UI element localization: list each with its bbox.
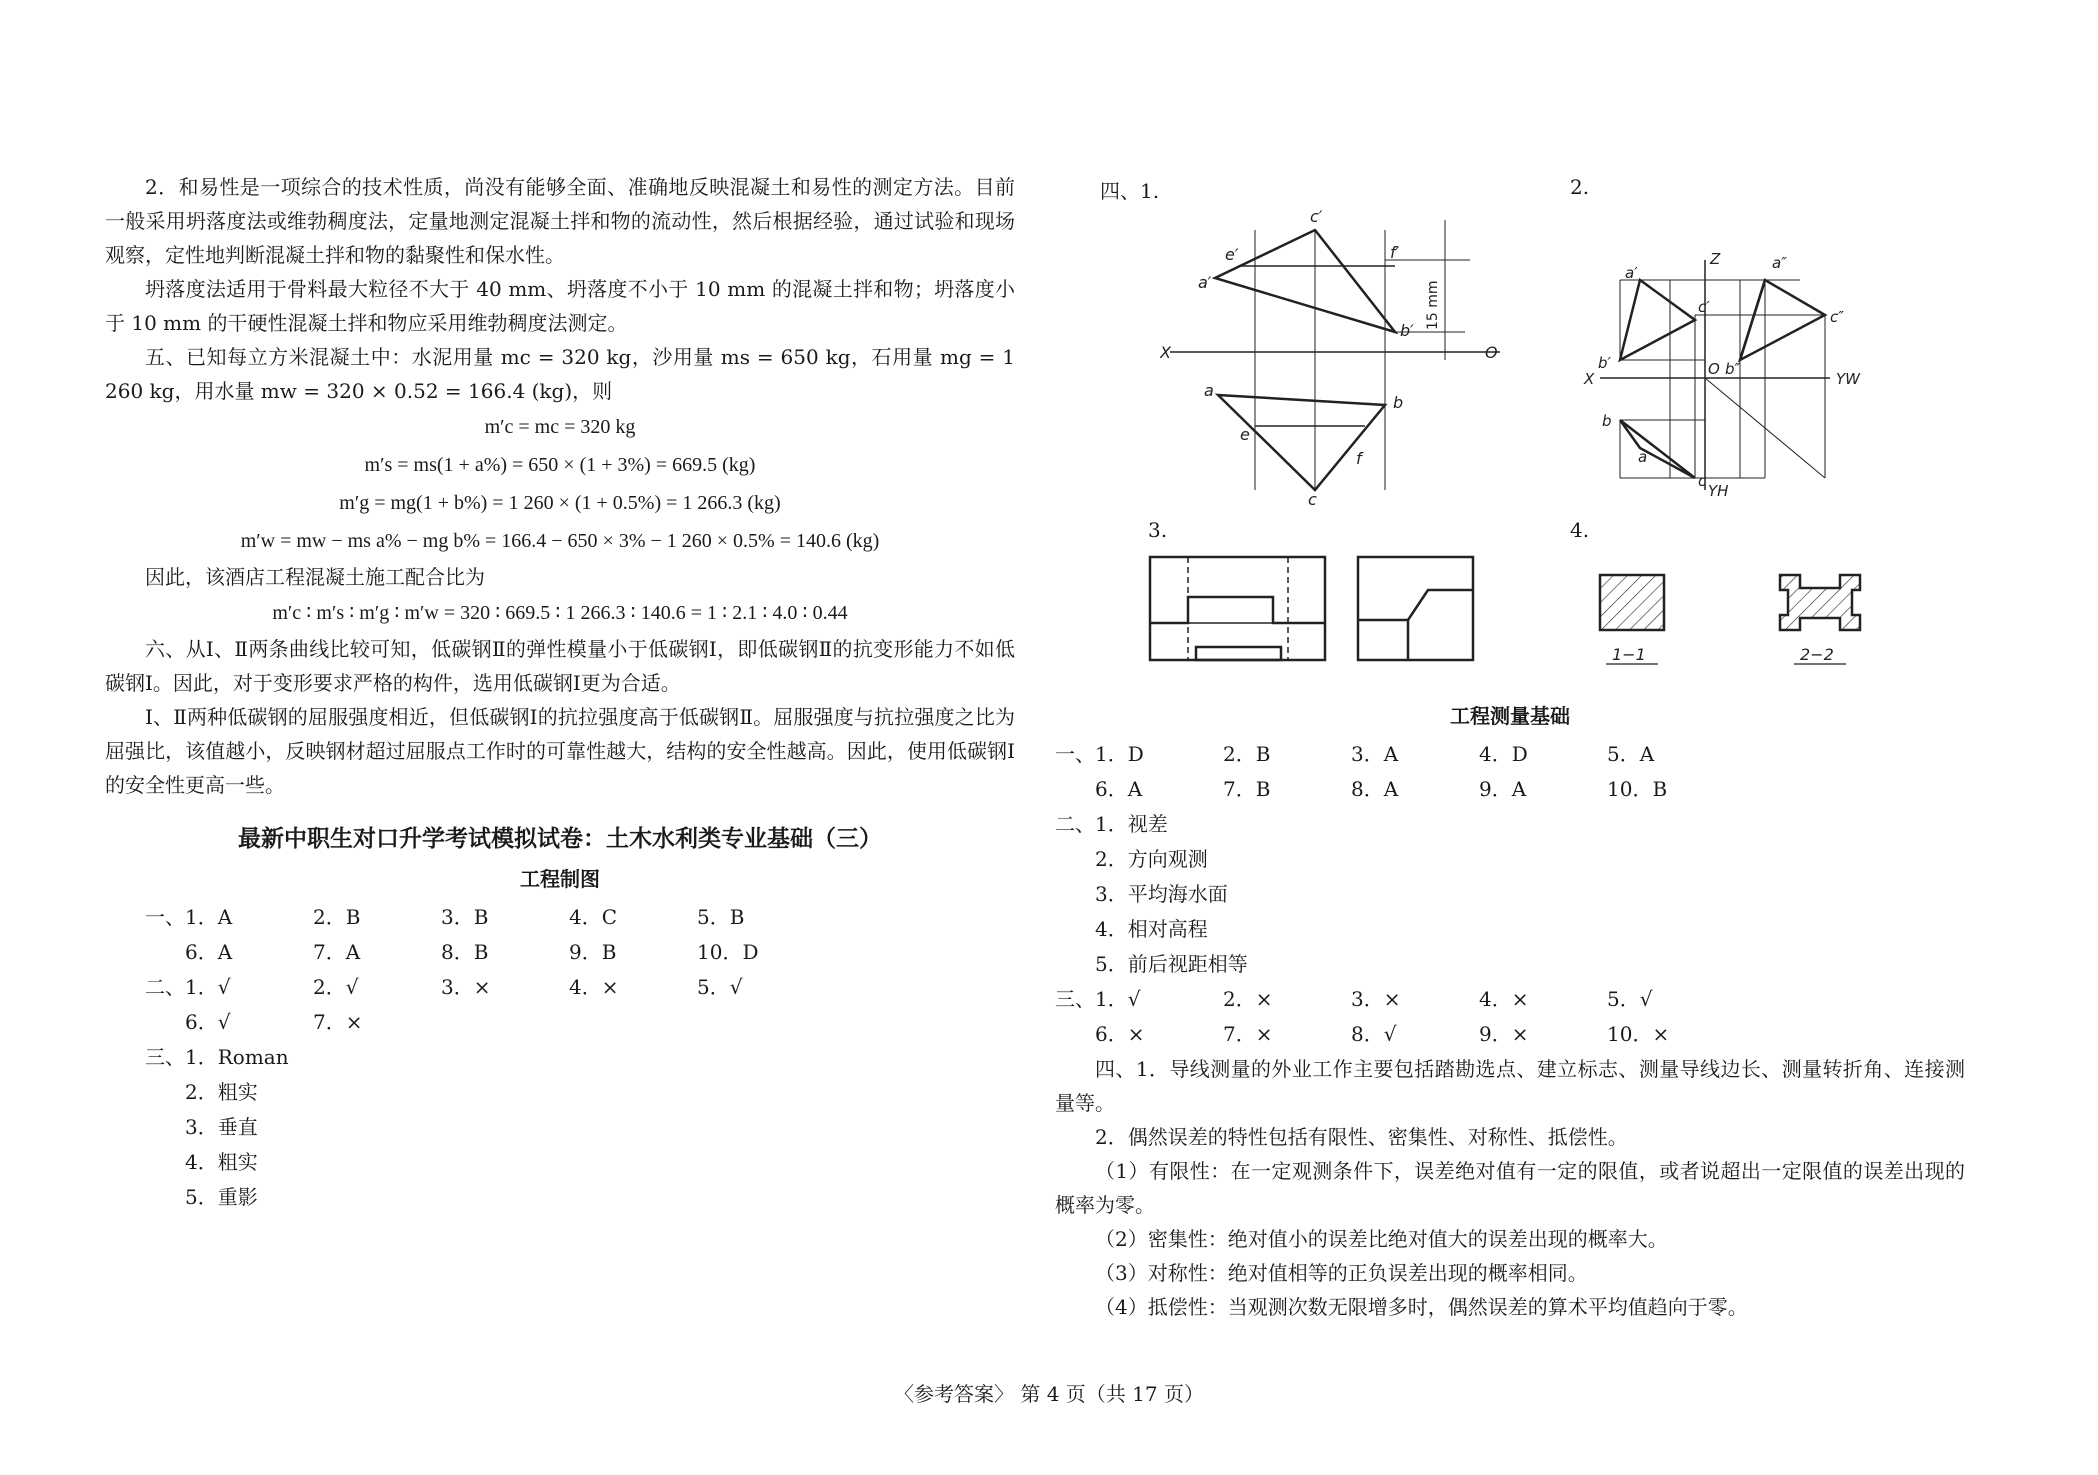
top-view-triangle bbox=[1620, 420, 1695, 478]
figure-2-label: 2. bbox=[1570, 175, 1590, 199]
section-lead: 一、 bbox=[145, 905, 185, 929]
figure-1-projection bbox=[1160, 200, 1520, 510]
label-e: e bbox=[1240, 425, 1250, 444]
answer-cell: 3．A bbox=[1351, 742, 1399, 766]
label-b-double-prime: b″ bbox=[1725, 360, 1741, 378]
formula-cement: m′c = mc = 320 kg bbox=[484, 416, 636, 438]
list-item: 三、1．Roman bbox=[145, 1045, 289, 1069]
section-lead: 三、 bbox=[1055, 987, 1095, 1011]
paragraph-yield-ratio: Ⅰ、Ⅱ两种低碳钢的屈服强度相近，但低碳钢Ⅰ的抗拉强度高于低碳钢Ⅱ。屈服强度与抗拉强度之比为屈强比，该值越小，反映钢材超过屈服点工作时的可靠性越大，结构的安全性越高。因此，使用低碳钢Ⅰ的安全性更高一些。 bbox=[105, 705, 1015, 797]
answer-cell: 4．D bbox=[1479, 742, 1528, 766]
spacer bbox=[145, 1005, 185, 1040]
answer-row bbox=[145, 970, 1015, 1005]
answers-surveying-section-3 bbox=[1055, 982, 1965, 1052]
label-a: a bbox=[1638, 448, 1648, 466]
formula-water: m′w = mw − ms a% − mg b% = 166.4 − 650 × 3% − 1 260 × 0.5% = 140.6 (kg) bbox=[240, 530, 880, 552]
answer-cell: 4．× bbox=[569, 975, 619, 999]
label-x: X bbox=[1160, 343, 1171, 362]
answer-cell: 5．A bbox=[1607, 742, 1655, 766]
label-c-prime: c′ bbox=[1310, 207, 1323, 226]
answer-cell: 7．A bbox=[313, 940, 361, 964]
list-item: 2．方向观测 bbox=[1095, 847, 1208, 871]
list-item: 5．重影 bbox=[185, 1185, 258, 1209]
figure-2-three-views bbox=[1580, 250, 1880, 500]
front-view-triangle bbox=[1215, 230, 1395, 332]
answer-row bbox=[145, 935, 1015, 970]
label-c-prime: c′ bbox=[1698, 298, 1710, 316]
label-f: f bbox=[1356, 449, 1362, 468]
answer-cell: 9．B bbox=[569, 940, 617, 964]
paragraph-symmetry: （3）对称性：绝对值相等的正负误差出现的概率相同。 bbox=[1095, 1261, 1588, 1285]
answer-cell: 1．D bbox=[1095, 742, 1144, 766]
paragraph-concentration: （2）密集性：绝对值小的误差比绝对值大的误差出现的概率大。 bbox=[1095, 1227, 1668, 1251]
answer-cell: 6．√ bbox=[185, 1010, 231, 1034]
label-a-prime: a′ bbox=[1198, 273, 1212, 292]
formula-gravel: m′g = mg(1 + b%) = 1 260 × (1 + 0.5%) = 1 266.3 (kg) bbox=[339, 492, 781, 514]
answer-cell: 3．× bbox=[1351, 987, 1401, 1011]
label-a-prime: a′ bbox=[1625, 264, 1638, 282]
list-item: 5．前后视距相等 bbox=[1095, 952, 1248, 976]
label-o: O bbox=[1485, 343, 1498, 362]
answers-surveying-section-2 bbox=[1055, 807, 1965, 982]
paragraph-mix-ratio-intro: 因此，该酒店工程混凝土施工配合比为 bbox=[145, 565, 485, 589]
answer-cell: 9．A bbox=[1479, 777, 1527, 801]
answer-row bbox=[145, 1005, 1015, 1040]
list-item: 2．粗实 bbox=[185, 1080, 258, 1104]
label-z: Z bbox=[1710, 250, 1721, 268]
formula-mix-ratio: m′c ∶ m′s ∶ m′g ∶ m′w = 320 ∶ 669.5 ∶ 1 266.3 ∶ 140.6 = 1 ∶ 2.1 ∶ 4.0 ∶ 0.44 bbox=[272, 602, 848, 624]
section-1-label: 1−1 bbox=[1612, 645, 1646, 664]
answer-cell: 1．A bbox=[185, 905, 233, 929]
paragraph-question-6: 六、从Ⅰ、Ⅱ两条曲线比较可知，低碳钢Ⅱ的弹性模量小于低碳钢Ⅰ，即低碳钢Ⅱ的抗变形能力不如低碳钢Ⅰ。因此，对于变形要求严格的构件，选用低碳钢Ⅰ更为合适。 bbox=[105, 637, 1015, 695]
answer-row bbox=[1055, 982, 1965, 1017]
label-yh: YH bbox=[1708, 482, 1729, 500]
answer-cell: 6．A bbox=[185, 940, 233, 964]
paragraph-traverse: 四、1．导线测量的外业工作主要包括踏勘选点、建立标志、测量导线边长、测量转折角、连接测量等。 bbox=[1055, 1057, 1965, 1115]
answer-row bbox=[1055, 772, 1965, 807]
spacer bbox=[1055, 772, 1095, 807]
label-x: X bbox=[1584, 370, 1595, 388]
answers-drawing-section-1 bbox=[105, 900, 1015, 1215]
section-1-shape bbox=[1600, 575, 1664, 630]
answer-cell: 5．√ bbox=[697, 975, 743, 999]
answers-surveying-section-1 bbox=[1055, 737, 1965, 807]
label-a: a bbox=[1204, 381, 1214, 400]
section-title-drawing: 工程制图 bbox=[520, 869, 600, 891]
figure-4-label: 4. bbox=[1570, 518, 1590, 542]
answer-row bbox=[1055, 1017, 1965, 1052]
paragraph-random-error: 2．偶然误差的特性包括有限性、密集性、对称性、抵偿性。 bbox=[1095, 1125, 1628, 1149]
answer-cell: 1．√ bbox=[1095, 987, 1141, 1011]
list-item: 二、1．视差 bbox=[1055, 812, 1168, 836]
label-c: c bbox=[1698, 472, 1707, 490]
answer-row bbox=[145, 900, 1015, 935]
figure-4-sections bbox=[1590, 570, 1890, 670]
section-2-shape bbox=[1780, 575, 1860, 630]
list-item: 3．垂直 bbox=[185, 1115, 258, 1139]
formula-sand: m′s = ms(1 + a%) = 650 × (1 + 3%) = 669.5 (kg) bbox=[364, 454, 756, 476]
paragraph-question-5: 五、已知每立方米混凝土中：水泥用量 mc = 320 kg，沙用量 ms = 650 kg，石用量 mg = 1 260 kg，用水量 mw = 320 × 0.52 = 166.4 (kg)，则 bbox=[105, 345, 1015, 403]
paragraph-slump-method: 坍落度法适用于骨料最大粒径不大于 40 mm、坍落度不小于 10 mm 的混凝土拌和物；坍落度小于 10 mm 的干硬性混凝土拌和物应采用维勃稠度法测定。 bbox=[105, 277, 1015, 335]
spacer bbox=[145, 935, 185, 970]
answer-cell: 10．D bbox=[697, 940, 759, 964]
answer-cell: 8．√ bbox=[1351, 1022, 1397, 1046]
paragraph-compensation: （4）抵偿性：当观测次数无限增多时，偶然误差的算术平均值趋向于零。 bbox=[1095, 1295, 1748, 1319]
answer-cell: 4．C bbox=[569, 905, 618, 929]
answer-row bbox=[1055, 737, 1965, 772]
answer-cell: 7．× bbox=[313, 1010, 363, 1034]
answer-cell: 2．√ bbox=[313, 975, 359, 999]
list-item: 4．相对高程 bbox=[1095, 917, 1208, 941]
paragraph-workability: 2．和易性是一项综合的技术性质，尚没有能够全面、准确地反映混凝土和易性的测定方法。目前一般采用坍落度法或维勃稠度法，定量地测定混凝土拌和物的流动性，然后根据经验，通过试验和现场观察，定性地判断混凝土拌和物的黏聚性和保水性。 bbox=[105, 175, 1015, 267]
label-f-prime: f′ bbox=[1390, 243, 1400, 262]
front-view-rect bbox=[1150, 557, 1325, 660]
list-item: 3．平均海水面 bbox=[1095, 882, 1228, 906]
answer-cell: 6．× bbox=[1095, 1022, 1145, 1046]
label-a-double-prime: a″ bbox=[1772, 254, 1787, 272]
section-lead: 一、 bbox=[1055, 742, 1095, 766]
label-b: b bbox=[1602, 412, 1612, 430]
figure-3-label: 3. bbox=[1148, 518, 1168, 542]
label-b-prime: b′ bbox=[1400, 321, 1414, 340]
front-view-triangle bbox=[1620, 280, 1695, 360]
answer-cell: 5．√ bbox=[1607, 987, 1653, 1011]
section-title-surveying: 工程测量基础 bbox=[1450, 706, 1570, 728]
answer-cell: 1．√ bbox=[185, 975, 231, 999]
answer-cell: 7．B bbox=[1223, 777, 1271, 801]
label-b-prime: b′ bbox=[1598, 354, 1611, 372]
answers-drawing-section-3 bbox=[145, 1040, 1015, 1215]
answer-cell: 10．B bbox=[1607, 777, 1668, 801]
answer-cell: 4．× bbox=[1479, 987, 1529, 1011]
label-b: b bbox=[1393, 393, 1404, 412]
answer-cell: 6．A bbox=[1095, 777, 1143, 801]
dimension-label: 15 mm bbox=[1425, 280, 1441, 330]
section-lead: 二、 bbox=[145, 975, 185, 999]
answer-cell: 8．A bbox=[1351, 777, 1399, 801]
answer-cell: 2．B bbox=[313, 905, 361, 929]
figure-3-views bbox=[1148, 555, 1488, 665]
label-c: c bbox=[1308, 490, 1317, 509]
label-o: O bbox=[1708, 360, 1720, 378]
answer-cell: 2．B bbox=[1223, 742, 1271, 766]
list-item: 4．粗实 bbox=[185, 1150, 258, 1174]
exam-title: 最新中职生对口升学考试模拟试卷：土木水利类专业基础（三） bbox=[238, 825, 882, 851]
figure-1-label: 四、1. bbox=[1100, 179, 1160, 203]
page-footer: 〈参考答案〉 第 4 页（共 17 页） bbox=[894, 1382, 1204, 1406]
answer-cell: 9．× bbox=[1479, 1022, 1529, 1046]
answer-cell: 2．× bbox=[1223, 987, 1273, 1011]
section-2-label: 2−2 bbox=[1800, 645, 1834, 664]
right-column-text bbox=[1055, 690, 1965, 1324]
answer-cell: 3．B bbox=[441, 905, 489, 929]
label-e-prime: e′ bbox=[1225, 245, 1239, 264]
spacer bbox=[1055, 1017, 1095, 1052]
answer-cell: 10．× bbox=[1607, 1022, 1670, 1046]
answer-cell: 3．× bbox=[441, 975, 491, 999]
answer-cell: 7．× bbox=[1223, 1022, 1273, 1046]
label-yw: YW bbox=[1836, 370, 1860, 388]
paragraph-boundedness: （1）有限性：在一定观测条件下，误差绝对值有一定的限值，或者说超出一定限值的误差出现的概率为零。 bbox=[1055, 1159, 1965, 1217]
answer-cell: 5．B bbox=[697, 905, 745, 929]
answer-cell: 8．B bbox=[441, 940, 489, 964]
label-c-double-prime: c″ bbox=[1830, 308, 1844, 326]
left-column bbox=[105, 170, 1015, 1215]
